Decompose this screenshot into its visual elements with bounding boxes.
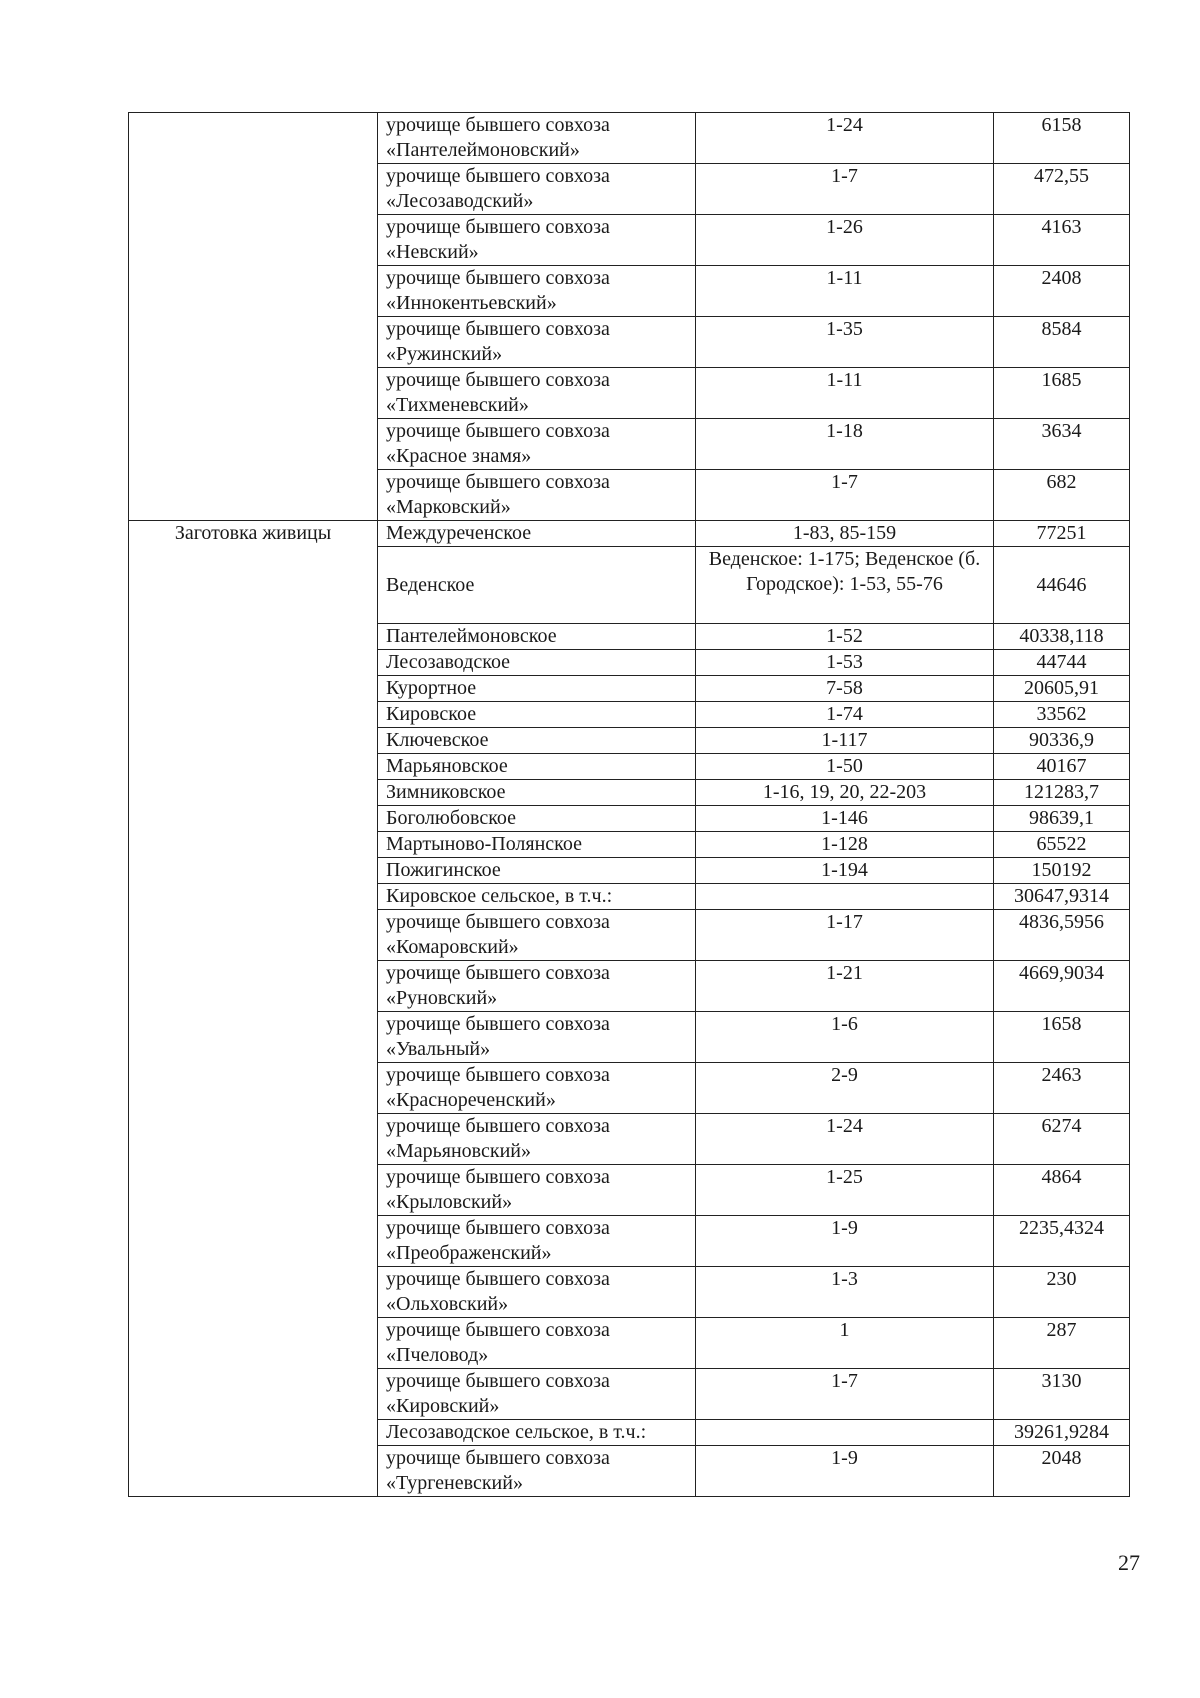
table-row — [129, 650, 1130, 676]
category-cell — [129, 317, 378, 368]
table-row — [129, 1318, 1130, 1369]
table-row — [129, 1267, 1130, 1318]
location-name-cell: урочище бывшего совхоза «Кировский» — [378, 1369, 696, 1420]
area-cell: 2048 — [994, 1446, 1130, 1497]
location-name-cell: Курортное — [378, 676, 696, 702]
location-name-cell: Междуреченское — [378, 521, 696, 547]
location-name-cell: урочище бывшего совхоза «Ольховский» — [378, 1267, 696, 1318]
area-cell: 39261,9284 — [994, 1420, 1130, 1446]
quarters-cell: 1-194 — [696, 858, 994, 884]
area-cell: 287 — [994, 1318, 1130, 1369]
category-cell — [129, 1446, 378, 1497]
table-row — [129, 832, 1130, 858]
table-row — [129, 754, 1130, 780]
quarters-cell: 1-16, 19, 20, 22-203 — [696, 780, 994, 806]
quarters-cell: 1-11 — [696, 368, 994, 419]
area-cell: 90336,9 — [994, 728, 1130, 754]
quarters-cell: 2-9 — [696, 1063, 994, 1114]
category-cell — [129, 1012, 378, 1063]
area-cell: 44646 — [994, 547, 1130, 624]
quarters-cell: 1-7 — [696, 164, 994, 215]
quarters-cell: 1-74 — [696, 702, 994, 728]
category-cell — [129, 1420, 378, 1446]
table-row — [129, 1420, 1130, 1446]
category-cell — [129, 754, 378, 780]
table-row — [129, 368, 1130, 419]
table-row — [129, 961, 1130, 1012]
location-name-cell: урочище бывшего совхоза «Марьяновский» — [378, 1114, 696, 1165]
area-cell: 1658 — [994, 1012, 1130, 1063]
table-row — [129, 676, 1130, 702]
category-cell — [129, 1267, 378, 1318]
table-row — [129, 1369, 1130, 1420]
area-cell: 4669,9034 — [994, 961, 1130, 1012]
table-row — [129, 806, 1130, 832]
quarters-cell: 1-21 — [696, 961, 994, 1012]
category-cell — [129, 547, 378, 624]
area-cell: 6274 — [994, 1114, 1130, 1165]
location-name-cell: Боголюбовское — [378, 806, 696, 832]
location-name-cell: урочище бывшего совхоза «Красное знамя» — [378, 419, 696, 470]
table-row — [129, 1446, 1130, 1497]
table-row — [129, 266, 1130, 317]
location-name-cell: урочище бывшего совхоза «Марковский» — [378, 470, 696, 521]
location-name-cell: Пожигинское — [378, 858, 696, 884]
area-cell: 98639,1 — [994, 806, 1130, 832]
location-name-cell: урочище бывшего совхоза «Тихменевский» — [378, 368, 696, 419]
forest-use-table — [128, 112, 1130, 1497]
area-cell: 30647,9314 — [994, 884, 1130, 910]
table-row — [129, 910, 1130, 961]
table-row — [129, 858, 1130, 884]
category-cell — [129, 858, 378, 884]
table-row — [129, 547, 1130, 624]
page-number: 27 — [1118, 1550, 1140, 1575]
quarters-cell: 1-7 — [696, 470, 994, 521]
area-cell: 682 — [994, 470, 1130, 521]
location-name-cell: урочище бывшего совхоза «Увальный» — [378, 1012, 696, 1063]
quarters-cell: 1-53 — [696, 650, 994, 676]
quarters-cell: 1-7 — [696, 1369, 994, 1420]
location-name-cell: урочище бывшего совхоза «Тургеневский» — [378, 1446, 696, 1497]
quarters-cell: 1-3 — [696, 1267, 994, 1318]
quarters-cell: 1-52 — [696, 624, 994, 650]
quarters-cell: 1-9 — [696, 1446, 994, 1497]
table-row — [129, 317, 1130, 368]
location-name-cell: урочище бывшего совхоза «Ружинский» — [378, 317, 696, 368]
category-cell — [129, 728, 378, 754]
location-name-cell: урочище бывшего совхоза «Преображенский» — [378, 1216, 696, 1267]
location-name-cell: Пантелеймоновское — [378, 624, 696, 650]
table-row — [129, 728, 1130, 754]
location-name-cell: Мартыново-Полянское — [378, 832, 696, 858]
location-name-cell: урочище бывшего совхоза «Пчеловод» — [378, 1318, 696, 1369]
location-name-cell: Веденское — [378, 547, 696, 624]
category-cell — [129, 1114, 378, 1165]
table-row — [129, 780, 1130, 806]
location-name-cell: Кировское — [378, 702, 696, 728]
table-body — [129, 113, 1130, 1497]
table-row — [129, 1063, 1130, 1114]
location-name-cell: Лесозаводское сельское, в т.ч.: — [378, 1420, 696, 1446]
quarters-cell: 1-24 — [696, 113, 994, 164]
area-cell: 8584 — [994, 317, 1130, 368]
area-cell: 121283,7 — [994, 780, 1130, 806]
area-cell: 4163 — [994, 215, 1130, 266]
location-name-cell: урочище бывшего совхоза «Лесозаводский» — [378, 164, 696, 215]
category-cell — [129, 470, 378, 521]
category-cell — [129, 1063, 378, 1114]
category-cell — [129, 780, 378, 806]
table-row — [129, 470, 1130, 521]
quarters-cell: 1-9 — [696, 1216, 994, 1267]
quarters-cell: 1-24 — [696, 1114, 994, 1165]
area-cell: 77251 — [994, 521, 1130, 547]
category-cell — [129, 884, 378, 910]
area-cell: 2463 — [994, 1063, 1130, 1114]
location-name-cell: урочище бывшего совхоза «Пантелеймоновский» — [378, 113, 696, 164]
table-row — [129, 113, 1130, 164]
area-cell: 4864 — [994, 1165, 1130, 1216]
area-cell: 33562 — [994, 702, 1130, 728]
area-cell: 150192 — [994, 858, 1130, 884]
area-cell: 2235,4324 — [994, 1216, 1130, 1267]
quarters-cell: 1-17 — [696, 910, 994, 961]
category-cell — [129, 702, 378, 728]
table-row — [129, 1114, 1130, 1165]
category-cell — [129, 1216, 378, 1267]
quarters-cell: 1-117 — [696, 728, 994, 754]
table-row — [129, 164, 1130, 215]
table-row — [129, 702, 1130, 728]
table-row — [129, 884, 1130, 910]
quarters-cell: 7-58 — [696, 676, 994, 702]
category-cell — [129, 419, 378, 470]
quarters-cell: Веденское: 1-175; Веденское (б. Городское): 1-53, 55-76 — [696, 547, 994, 624]
location-name-cell: урочище бывшего совхоза «Краснореченский» — [378, 1063, 696, 1114]
location-name-cell: Лесозаводское — [378, 650, 696, 676]
category-cell — [129, 1165, 378, 1216]
category-cell — [129, 113, 378, 164]
category-cell: Заготовка живицы — [129, 521, 378, 547]
location-name-cell: урочище бывшего совхоза «Комаровский» — [378, 910, 696, 961]
location-name-cell: Кировское сельское, в т.ч.: — [378, 884, 696, 910]
area-cell: 40167 — [994, 754, 1130, 780]
area-cell: 44744 — [994, 650, 1130, 676]
category-cell — [129, 806, 378, 832]
table-row — [129, 521, 1130, 547]
category-cell — [129, 961, 378, 1012]
quarters-cell: 1-26 — [696, 215, 994, 266]
category-cell — [129, 368, 378, 419]
area-cell: 3130 — [994, 1369, 1130, 1420]
category-cell — [129, 910, 378, 961]
category-cell — [129, 676, 378, 702]
table-row — [129, 419, 1130, 470]
area-cell: 20605,91 — [994, 676, 1130, 702]
quarters-cell: 1-6 — [696, 1012, 994, 1063]
quarters-cell: 1-25 — [696, 1165, 994, 1216]
table-row — [129, 1165, 1130, 1216]
quarters-cell: 1-83, 85-159 — [696, 521, 994, 547]
location-name-cell: урочище бывшего совхоза «Невский» — [378, 215, 696, 266]
area-cell: 6158 — [994, 113, 1130, 164]
table-row — [129, 215, 1130, 266]
category-cell — [129, 1318, 378, 1369]
category-cell — [129, 624, 378, 650]
category-cell — [129, 266, 378, 317]
location-name-cell: урочище бывшего совхоза «Руновский» — [378, 961, 696, 1012]
quarters-cell: 1-18 — [696, 419, 994, 470]
table-row — [129, 624, 1130, 650]
area-cell: 230 — [994, 1267, 1130, 1318]
category-cell — [129, 832, 378, 858]
area-cell: 2408 — [994, 266, 1130, 317]
quarters-cell: 1 — [696, 1318, 994, 1369]
table-row — [129, 1216, 1130, 1267]
table-row — [129, 1012, 1130, 1063]
quarters-cell: 1-11 — [696, 266, 994, 317]
area-cell: 1685 — [994, 368, 1130, 419]
location-name-cell: Марьяновское — [378, 754, 696, 780]
area-cell: 40338,118 — [994, 624, 1130, 650]
quarters-cell: 1-50 — [696, 754, 994, 780]
area-cell: 65522 — [994, 832, 1130, 858]
category-cell — [129, 1369, 378, 1420]
location-name-cell: урочище бывшего совхоза «Иннокентьевский» — [378, 266, 696, 317]
quarters-cell — [696, 884, 994, 910]
category-cell — [129, 164, 378, 215]
area-cell: 472,55 — [994, 164, 1130, 215]
location-name-cell: Ключевское — [378, 728, 696, 754]
category-cell — [129, 215, 378, 266]
location-name-cell: урочище бывшего совхоза «Крыловский» — [378, 1165, 696, 1216]
quarters-cell: 1-146 — [696, 806, 994, 832]
quarters-cell: 1-128 — [696, 832, 994, 858]
location-name-cell: Зимниковское — [378, 780, 696, 806]
area-cell: 4836,5956 — [994, 910, 1130, 961]
area-cell: 3634 — [994, 419, 1130, 470]
category-cell — [129, 650, 378, 676]
quarters-cell — [696, 1420, 994, 1446]
quarters-cell: 1-35 — [696, 317, 994, 368]
